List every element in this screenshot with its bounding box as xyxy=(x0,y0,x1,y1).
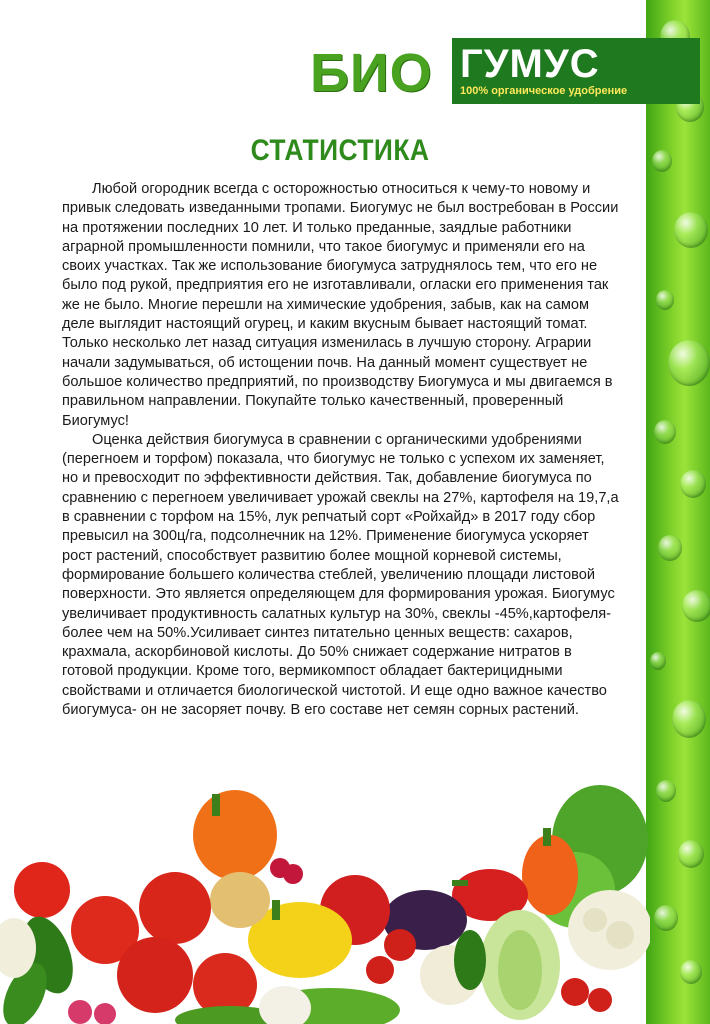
article-body xyxy=(62,180,622,720)
water-drop-icon xyxy=(680,470,706,498)
radish-icon xyxy=(283,864,303,884)
water-drop-icon xyxy=(658,535,682,561)
article-paragraph: Оценка действия биогумуса в сравнении с органическими удобрениями (перегноем и торфом) показала, что биогумус не только с успехом их заменяет, но и превосходит по эффективности действия. Так, добавление биогумуса по сравнению с перегноем увеличивает урожай свеклы на 27%, картофеля на 19,7,а в сравнении с торфом на 15%, лук репчатый сорт «Ройхайд» в 2017 году сбор превысил на 300ц/га, подсолнечник на 12%. Применение биогумуса ускоряет рост растений, способствует развитию более мощной корневой системы, формирование большего количества стеблей, увеличению площади листовой поверхности. Это является определяющем для формирования урожая. Биогумус увеличивает продуктивность салатных культур на 30%, свеклы -45%,картофеля- более чем на 50%.Усиливает синтез питательно ценных веществ: сахаров, крахмала, аскорбиновой кислоты. До 50% снижает содержание нитратов в готовой продукции. Кроме того, вермикомпост обладает бактерицидными свойствами и отличается биологической чистотой. И еще одно важное качество биогумуса- он не засоряет почву. В его составе нет семян сорных растений. xyxy=(62,431,619,719)
article-paragraph: Любой огородник всегда с осторожностью относиться к чему-то новому и привык следовать изведанными тропами. Биогумус не был востребован в России на протяжении последних 10 лет. И только преданные, заядлые работники аграрной промышленности помнили, что такое биогумус и применяли его на своих участках. Так же использование биогумуса затруднялось тем, что его не было под рукой, предприятия его не изготавливали, огласки его применения так же не было. Многие перешли на химические удобрения, забыв, как на самом деле выглядит настоящий огурец, и каким вкусным бывает настоящий томат. Только несколько лет назад ситуация изменилась в лучшую сторону. Аграрии начали задумываться, об истощении почв. На данный момент существует не большое количество предприятий, по производству Биогумуса и мы двигаемся в правильном направлении. Покупайте только качественный, проверенный Биогумус! xyxy=(62,181,619,429)
logo-gumus-text: ГУМУС xyxy=(460,42,600,86)
water-drop-icon xyxy=(654,420,676,444)
water-drop-icon xyxy=(656,290,674,310)
logo-subtitle: 100% органическое удобрение xyxy=(460,85,628,97)
water-drop-icon xyxy=(650,652,666,670)
water-drop-icon xyxy=(668,340,710,386)
radish-icon xyxy=(68,1000,92,1024)
page-title: СТАТИСТИКА xyxy=(250,134,430,167)
biogumus-logo xyxy=(310,38,700,104)
logo-bio-text: БИО xyxy=(310,43,433,103)
tomato-icon xyxy=(14,862,70,918)
onion-icon xyxy=(210,872,270,928)
water-drop-icon xyxy=(656,780,676,802)
radish-icon xyxy=(94,1003,116,1024)
water-drop-icon xyxy=(652,150,672,172)
water-drop-icon xyxy=(654,905,678,931)
tomato-icon xyxy=(366,956,394,984)
pepper-icon xyxy=(522,835,578,915)
tomato-icon xyxy=(117,937,193,1013)
tomato-icon xyxy=(139,872,211,944)
water-drop-icon xyxy=(680,960,702,984)
green-side-strip xyxy=(646,0,710,1024)
water-drop-icon xyxy=(672,700,706,738)
tomato-icon xyxy=(588,988,612,1012)
tomato-icon xyxy=(561,978,589,1006)
vegetables-illustration xyxy=(0,770,650,1024)
water-drop-icon xyxy=(674,212,708,248)
logo-green-box xyxy=(452,38,700,104)
water-drop-icon xyxy=(678,840,704,868)
pepper-icon xyxy=(193,790,277,880)
cucumber-icon xyxy=(454,930,486,990)
tomato-icon xyxy=(384,929,416,961)
water-drop-icon xyxy=(682,590,710,622)
